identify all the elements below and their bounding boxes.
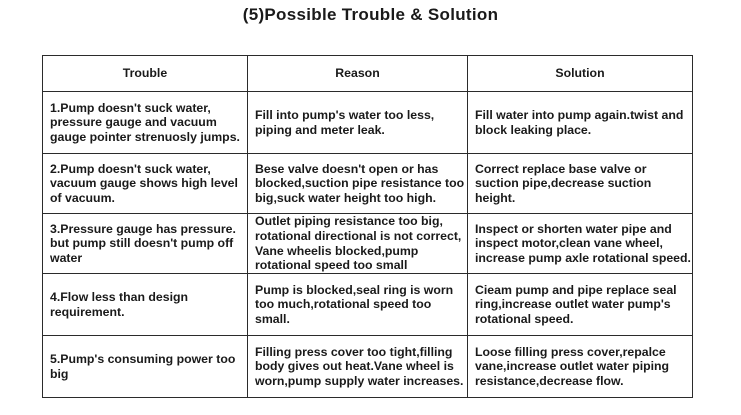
table-row bbox=[43, 274, 693, 336]
header-solution: Solution bbox=[468, 56, 693, 92]
solution-cell bbox=[468, 274, 693, 336]
table-row bbox=[43, 214, 693, 274]
page-title: (5)Possible Trouble & Solution bbox=[242, 5, 499, 24]
reason-cell bbox=[248, 154, 468, 214]
trouble-text: 2.Pump doesn't suck water, vacuum gauge shows high level of vacuum. bbox=[50, 161, 238, 205]
reason-cell bbox=[248, 92, 468, 154]
reason-text: Filling press cover too tight,filling body gives out heat.Vane wheel is worn,pump supply water increases. bbox=[255, 344, 464, 388]
trouble-cell bbox=[43, 274, 248, 336]
reason-text: Outlet piping resistance too big, rotational directional is not correct, Vane wheelis blocked,pump rotational speed too small bbox=[255, 214, 462, 273]
table-row bbox=[43, 154, 693, 214]
solution-cell bbox=[468, 92, 693, 154]
solution-text: Loose filling press cover,repalce vane,increase outlet water piping resistance,decrease flow. bbox=[475, 344, 670, 388]
table-header-row bbox=[43, 56, 693, 92]
solution-cell bbox=[468, 336, 693, 398]
trouble-text: 4.Flow less than design requirement. bbox=[50, 289, 189, 319]
solution-text: Correct replace base valve or suction pipe,decrease suction height. bbox=[475, 161, 652, 205]
reason-cell bbox=[248, 214, 468, 274]
trouble-text: 3.Pressure gauge has pressure. but pump still doesn't pump off water bbox=[50, 221, 236, 265]
reason-cell bbox=[248, 336, 468, 398]
reason-text: Fill into pump's water too less, piping and meter leak. bbox=[255, 107, 435, 137]
trouble-cell bbox=[43, 214, 248, 274]
solution-text: Fill water into pump again.twist and block leaking place. bbox=[475, 107, 684, 137]
trouble-text: 5.Pump's consuming power too big bbox=[50, 351, 236, 381]
solution-text: Cieam pump and pipe replace seal ring,increase outlet water pump's rotational speed. bbox=[475, 282, 677, 326]
header-trouble: Trouble bbox=[43, 56, 248, 92]
trouble-solution-table bbox=[42, 55, 693, 398]
header-reason: Reason bbox=[248, 56, 468, 92]
trouble-cell bbox=[43, 154, 248, 214]
solution-cell bbox=[468, 214, 693, 274]
solution-text: Inspect or shorten water pipe and inspect motor,clean vane wheel, increase pump axle rotational speed. bbox=[475, 221, 691, 265]
solution-cell bbox=[468, 154, 693, 214]
trouble-cell bbox=[43, 92, 248, 154]
reason-cell bbox=[248, 274, 468, 336]
reason-text: Bese valve doesn't open or has blocked,suction pipe resistance too big,suck water height too high. bbox=[255, 161, 465, 205]
trouble-text: 1.Pump doesn't suck water, pressure gauge and vacuum gauge pointer strenuosly jumps. bbox=[50, 100, 240, 144]
trouble-cell bbox=[43, 336, 248, 398]
table-row bbox=[43, 336, 693, 398]
table-row bbox=[43, 92, 693, 154]
reason-text: Pump is blocked,seal ring is worn too much,rotational speed too small. bbox=[255, 282, 454, 326]
